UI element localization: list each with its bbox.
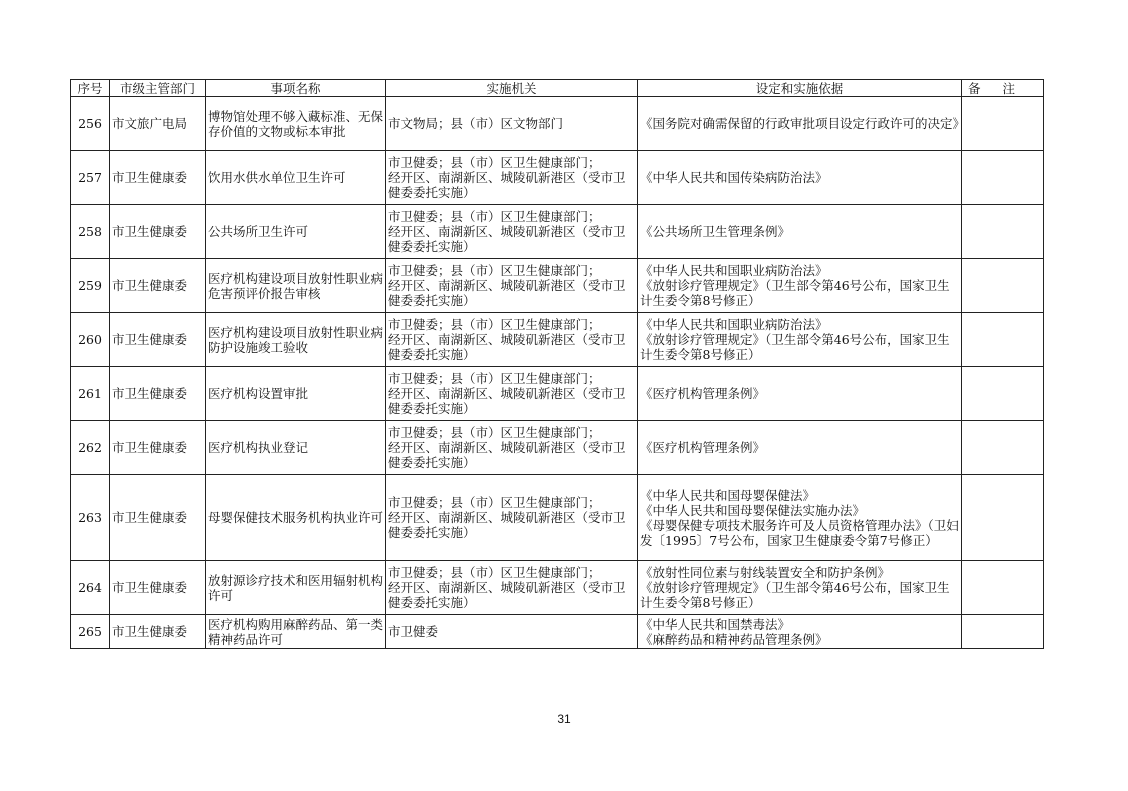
page-number: 31 bbox=[557, 712, 571, 726]
row-item: 母婴保健技术服务机构执业许可 bbox=[206, 475, 386, 561]
table-row bbox=[71, 259, 1044, 313]
row-no: 260 bbox=[71, 313, 110, 367]
header-no: 序号 bbox=[71, 80, 110, 97]
row-notes bbox=[962, 313, 1044, 367]
row-item: 博物馆处理不够入藏标准、无保存价值的文物或标本审批 bbox=[206, 97, 386, 151]
row-item: 医疗机构建设项目放射性职业病危害预评价报告审核 bbox=[206, 259, 386, 313]
row-item: 饮用水供水单位卫生许可 bbox=[206, 151, 386, 205]
row-agency: 市卫健委；县（市）区卫生健康部门； 经开区、南湖新区、城陵矶新港区（受市卫健委委托实施） bbox=[386, 421, 638, 475]
row-no: 258 bbox=[71, 205, 110, 259]
row-basis: 《中华人民共和国传染病防治法》 bbox=[638, 151, 962, 205]
row-agency: 市卫健委；县（市）区卫生健康部门； 经开区、南湖新区、城陵矶新港区（受市卫健委委托实施） bbox=[386, 205, 638, 259]
row-notes bbox=[962, 97, 1044, 151]
row-dept: 市卫生健康委 bbox=[110, 205, 206, 259]
row-no: 257 bbox=[71, 151, 110, 205]
row-no: 261 bbox=[71, 367, 110, 421]
table-row bbox=[71, 615, 1044, 649]
row-item: 公共场所卫生许可 bbox=[206, 205, 386, 259]
header-basis: 设定和实施依据 bbox=[638, 80, 962, 97]
row-item: 医疗机构建设项目放射性职业病防护设施竣工验收 bbox=[206, 313, 386, 367]
row-notes bbox=[962, 421, 1044, 475]
row-basis: 《医疗机构管理条例》 bbox=[638, 367, 962, 421]
row-notes bbox=[962, 615, 1044, 649]
row-basis: 《中华人民共和国职业病防治法》 《放射诊疗管理规定》（卫生部令第46号公布，国家卫生计生委令第8号修正） bbox=[638, 313, 962, 367]
row-notes bbox=[962, 561, 1044, 615]
row-dept: 市卫生健康委 bbox=[110, 561, 206, 615]
row-item: 医疗机构执业登记 bbox=[206, 421, 386, 475]
item-table bbox=[70, 79, 1044, 649]
table-row bbox=[71, 205, 1044, 259]
table-row bbox=[71, 561, 1044, 615]
row-agency: 市卫健委；县（市）区卫生健康部门； 经开区、南湖新区、城陵矶新港区（受市卫健委委托实施） bbox=[386, 475, 638, 561]
table-row bbox=[71, 367, 1044, 421]
row-dept: 市卫生健康委 bbox=[110, 475, 206, 561]
row-notes bbox=[962, 205, 1044, 259]
row-no: 256 bbox=[71, 97, 110, 151]
table-row bbox=[71, 421, 1044, 475]
row-no: 259 bbox=[71, 259, 110, 313]
table-row bbox=[71, 151, 1044, 205]
row-no: 264 bbox=[71, 561, 110, 615]
header-agency: 实施机关 bbox=[386, 80, 638, 97]
row-basis: 《国务院对确需保留的行政审批项目设定行政许可的决定》 bbox=[638, 97, 962, 151]
row-basis: 《中华人民共和国职业病防治法》 《放射诊疗管理规定》（卫生部令第46号公布，国家卫生计生委令第8号修正） bbox=[638, 259, 962, 313]
header-notes: 备注 bbox=[962, 80, 1044, 97]
table-row bbox=[71, 313, 1044, 367]
row-no: 262 bbox=[71, 421, 110, 475]
row-dept: 市卫生健康委 bbox=[110, 313, 206, 367]
row-notes bbox=[962, 475, 1044, 561]
row-item: 放射源诊疗技术和医用辐射机构许可 bbox=[206, 561, 386, 615]
row-basis: 《医疗机构管理条例》 bbox=[638, 421, 962, 475]
row-basis: 《公共场所卫生管理条例》 bbox=[638, 205, 962, 259]
row-notes bbox=[962, 259, 1044, 313]
row-dept: 市卫生健康委 bbox=[110, 421, 206, 475]
header-dept: 市级主管部门 bbox=[110, 80, 206, 97]
row-basis: 《中华人民共和国禁毒法》 《麻醉药品和精神药品管理条例》 bbox=[638, 615, 962, 649]
row-dept: 市卫生健康委 bbox=[110, 615, 206, 649]
row-agency: 市卫健委；县（市）区卫生健康部门； 经开区、南湖新区、城陵矶新港区（受市卫健委委托实施） bbox=[386, 259, 638, 313]
header-item: 事项名称 bbox=[206, 80, 386, 97]
row-item: 医疗机构设置审批 bbox=[206, 367, 386, 421]
header-row bbox=[71, 80, 1044, 97]
row-dept: 市文旅广电局 bbox=[110, 97, 206, 151]
row-dept: 市卫生健康委 bbox=[110, 151, 206, 205]
row-basis: 《中华人民共和国母婴保健法》 《中华人民共和国母婴保健法实施办法》 《母婴保健专项技术服务许可及人员资格管理办法》（卫妇发〔1995〕7号公布，国家卫生健康委令第7号修正） bbox=[638, 475, 962, 561]
row-agency: 市卫健委；县（市）区卫生健康部门； 经开区、南湖新区、城陵矶新港区（受市卫健委委托实施） bbox=[386, 313, 638, 367]
row-agency: 市卫健委；县（市）区卫生健康部门； 经开区、南湖新区、城陵矶新港区（受市卫健委委托实施） bbox=[386, 151, 638, 205]
table-row bbox=[71, 97, 1044, 151]
row-notes bbox=[962, 367, 1044, 421]
row-dept: 市卫生健康委 bbox=[110, 259, 206, 313]
row-no: 265 bbox=[71, 615, 110, 649]
row-dept: 市卫生健康委 bbox=[110, 367, 206, 421]
row-no: 263 bbox=[71, 475, 110, 561]
row-basis: 《放射性同位素与射线装置安全和防护条例》 《放射诊疗管理规定》（卫生部令第46号公布，国家卫生计生委令第8号修正） bbox=[638, 561, 962, 615]
row-item: 医疗机构购用麻醉药品、第一类精神药品许可 bbox=[206, 615, 386, 649]
row-notes bbox=[962, 151, 1044, 205]
row-agency: 市卫健委 bbox=[386, 615, 638, 649]
row-agency: 市文物局；县（市）区文物部门 bbox=[386, 97, 638, 151]
row-agency: 市卫健委；县（市）区卫生健康部门； 经开区、南湖新区、城陵矶新港区（受市卫健委委托实施） bbox=[386, 367, 638, 421]
table-row bbox=[71, 475, 1044, 561]
row-agency: 市卫健委；县（市）区卫生健康部门； 经开区、南湖新区、城陵矶新港区（受市卫健委委托实施） bbox=[386, 561, 638, 615]
